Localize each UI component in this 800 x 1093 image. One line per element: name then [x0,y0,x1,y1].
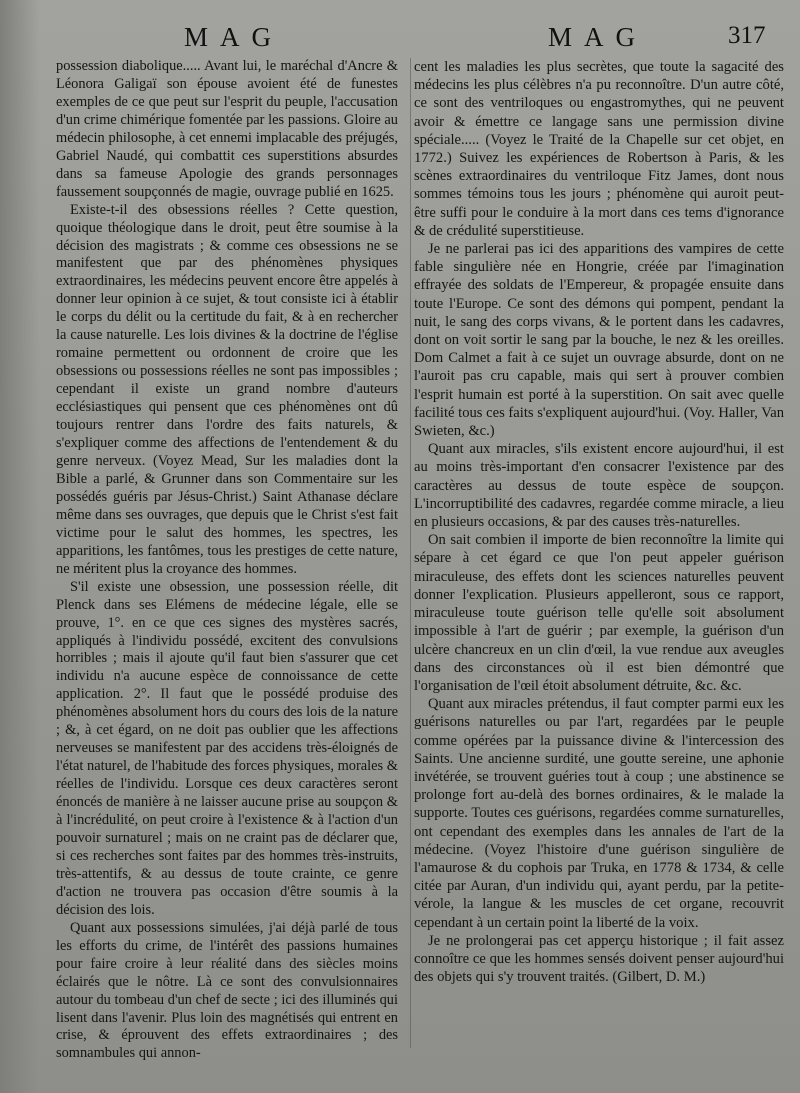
paragraph: S'il existe une obsession, une possession réelle, dit Plenck dans ses Elémens de médecine légale, elle se prouve, 1°. en ce que ces signes des mystères sacrés, appliqués à l'individu possédé, excitent des convulsions horribles ; mais il ajoute qu'il faut bien s'assurer que cet individu n'a aucune espèce de connoissance de cette application. 2°. Il faut que le possédé produise des phénomènes absolument hors du cours des lois de la nature ; &, à cet égard, on ne doit pas oublier que les affections nerveuses se manifestent par des accidens très-éloignés de l'état naturel, de l'habitude des forces physiques, morales & réelles de l'individu. Lorsque ces deux caractères seront énoncés de manière à ne laisser aucune prise au soupçon & à l'incrédulité, on peut croire à l'existence & à l'action d'un pouvoir surnaturel ; mais on ne craint pas de déclarer que, si ces recherches sont faites par des hommes très-instruits, très-attentifs, & au dessus de toute crainte, ce genre d'action ne trouvera pas occasion d'être soumis à la décision des lois. [56,578,398,918]
paragraph: cent les maladies les plus secrètes, que toute la sagacité des médecins les plus célèbres n'a pu reconnoître. D'un autre côté, ce sont des ventriloques ou engastromythes, qui ne peuvent avoir & émettre ce langage sans une permission divine spéciale..... (Voyez le Traité de la Chapelle sur cet objet, en 1772.) Suivez les expériences de Robertson à Paris, & les scènes extraordinaires du ventriloque Fitz James, dont nous sommes témoins tous les jours ; phénomène qui auroit peut-être suffi pour le conduire à la mort dans ces tems d'ignorance & de crédulité superstitieuse. [414,59,784,239]
paragraph: Je ne parlerai pas ici des apparitions des vampires de cette fable singulière née en Hongrie, créée par l'imagination effrayée des soldats de l'Empereur, & propagée ensuite dans toute l'Europe. Ce sont des démons qui pompent, pendant la nuit, le sang des corps vivans, & le portent dans les cadavres, dont on voit sortir le sang par la bouche, le nez & les oreilles. Dom Calmet a fait à ce sujet un ouvrage absurde, dont on ne l'auroit pas cru capable, mais qui sert à prouver combien l'esprit humain est porté à la superstition. On sait avec quelle facilité tous ces faits s'expliquent aujourd'hui. (Voy. Haller, Van Swieten, &c.) [414,241,784,440]
paragraph: possession diabolique..... Avant lui, le maréchal d'Ancre & Léonora Galigaï son épouse avoient été de funestes exemples de ce que peut sur l'esprit du peuple, l'accusation d'un crime chimérique fomentée par les passions. Gloire au médecin philosophe, à cet ennemi implacable des préjugés, Gabriel Naudé, qui combattit ces superstitions absurdes dans sa fameuse Apologie des grands personnages faussement soupçonnés de magie, ouvrage publié en 1625. [56,58,398,200]
left-column [56,58,398,1063]
paragraph: Existe-t-il des obsessions réelles ? Cette question, quoique théologique dans le droit, peut être soumise à la décision des magistrats ; & comme ces obsessions ne se manifestent que par des phénomènes physiques extraordinaires, les médecins peuvent encore être appelés à donner leur opinion à ce sujet, & tout consiste ici à établir le corps du délit ou la certitude du fait, & à en rechercher la cause naturelle. Les lois divines & la doctrine de l'église romaine permettent ou ordonnent de croire que les obsessions ou possessions réelles ne sont pas impossibles ; cependant il existe un grand nombre d'auteurs ecclésiastiques qui pensent que ces phénomènes ont dû toujours rentrer dans l'ordre des faits naturels, & s'expliquer comme des affections de l'entendement & du genre nerveux. (Voyez Mead, Sur les maladies dont la Bible a parlé, & Grunner dans son Commentaire sur les possédés guéris par Jésus-Christ.) Saint Athanase déclare même dans ses ouvrages, que depuis que le Christ s'est fait victime pour le salut des hommes, les spectres, les apparitions, les fantômes, tous les prestiges de cette nature, ne méritent plus la croyance des hommes. [56,201,398,577]
paragraph: Je ne prolongerai pas cet apperçu historique ; il fait assez connoître ce que les hommes sensés doivent penser aujourd'hui des objets qui s'y trouvent traités. (Gilbert, D. M.) [414,932,784,986]
page-number: 317 [728,22,766,49]
right-column [414,58,784,986]
paragraph: Quant aux miracles prétendus, il faut compter parmi eux les guérisons naturelles ou par l'art, regardées par le peuple comme opérées par la puissance divine & l'intercession des Saints. Une ancienne surdité, une goutte sereine, une aphonie invétérée, se trouvent guéries tout à coup ; une abstinence se prolonge fort au-delà des bornes ordinaires, & le malade la supporte. Toutes ces guérisons, regardées comme surnaturelles, ont cependant des exemples dans les annales de l'art de la médecine. (Voyez l'histoire d'une guérison singulière de l'amaurose & du cophois par Truka, en 1778 & 1734, & celle citée par Auran, d'un individu qui, ayant perdu, par la petite-vérole, la langue & les muscles de cet organe, recouvrit cependant à un certain point la liberté de la voix. [414,696,784,931]
paragraph: On sait combien il importe de bien reconnoître la limite qui sépare à cet égard ce que l'on peut appeler guérison miraculeuse, des effets dont les sciences naturelles peuvent donner l'explication. Plusieurs appelleront, sous ce rapport, miraculeuse toute guérison telle qu'elle soit absolument impossible à l'art de guérir ; par exemple, la guérison d'un ulcère chancreux en un clin d'œil, la vue rendue aux aveugles dans des circonstances où il est bien démontré que l'organisation de l'œil étoit absolument détruite, &c. &c. [414,532,784,694]
running-head-right: MAG [548,22,648,52]
running-head-left: MAG [184,22,284,52]
paragraph: Quant aux possessions simulées, j'ai déjà parlé de tous les efforts du crime, de l'intérêt des passions humaines pour faire croire à leur réalité dans des siècles moins éclairés que le nôtre. Là ce sont des convulsionnaires autour du tombeau d'un chef de secte ; ici des illuminés qui lisent dans l'avenir. Plus loin des magnétisés qui entrent en crise, & éprouvent des effets extraordinaires ; des somnambules qui annon- [56,919,398,1062]
paragraph: Quant aux miracles, s'ils existent encore aujourd'hui, il est au moins très-important d'en consacrer l'existence par des caractères au dessus de toute espèce de soupçon. L'incorruptibilité des cadavres, regardée comme miracle, a lieu en plusieurs occasions, & par des causes très-naturelles. [414,441,784,531]
column-divider [410,58,411,1048]
